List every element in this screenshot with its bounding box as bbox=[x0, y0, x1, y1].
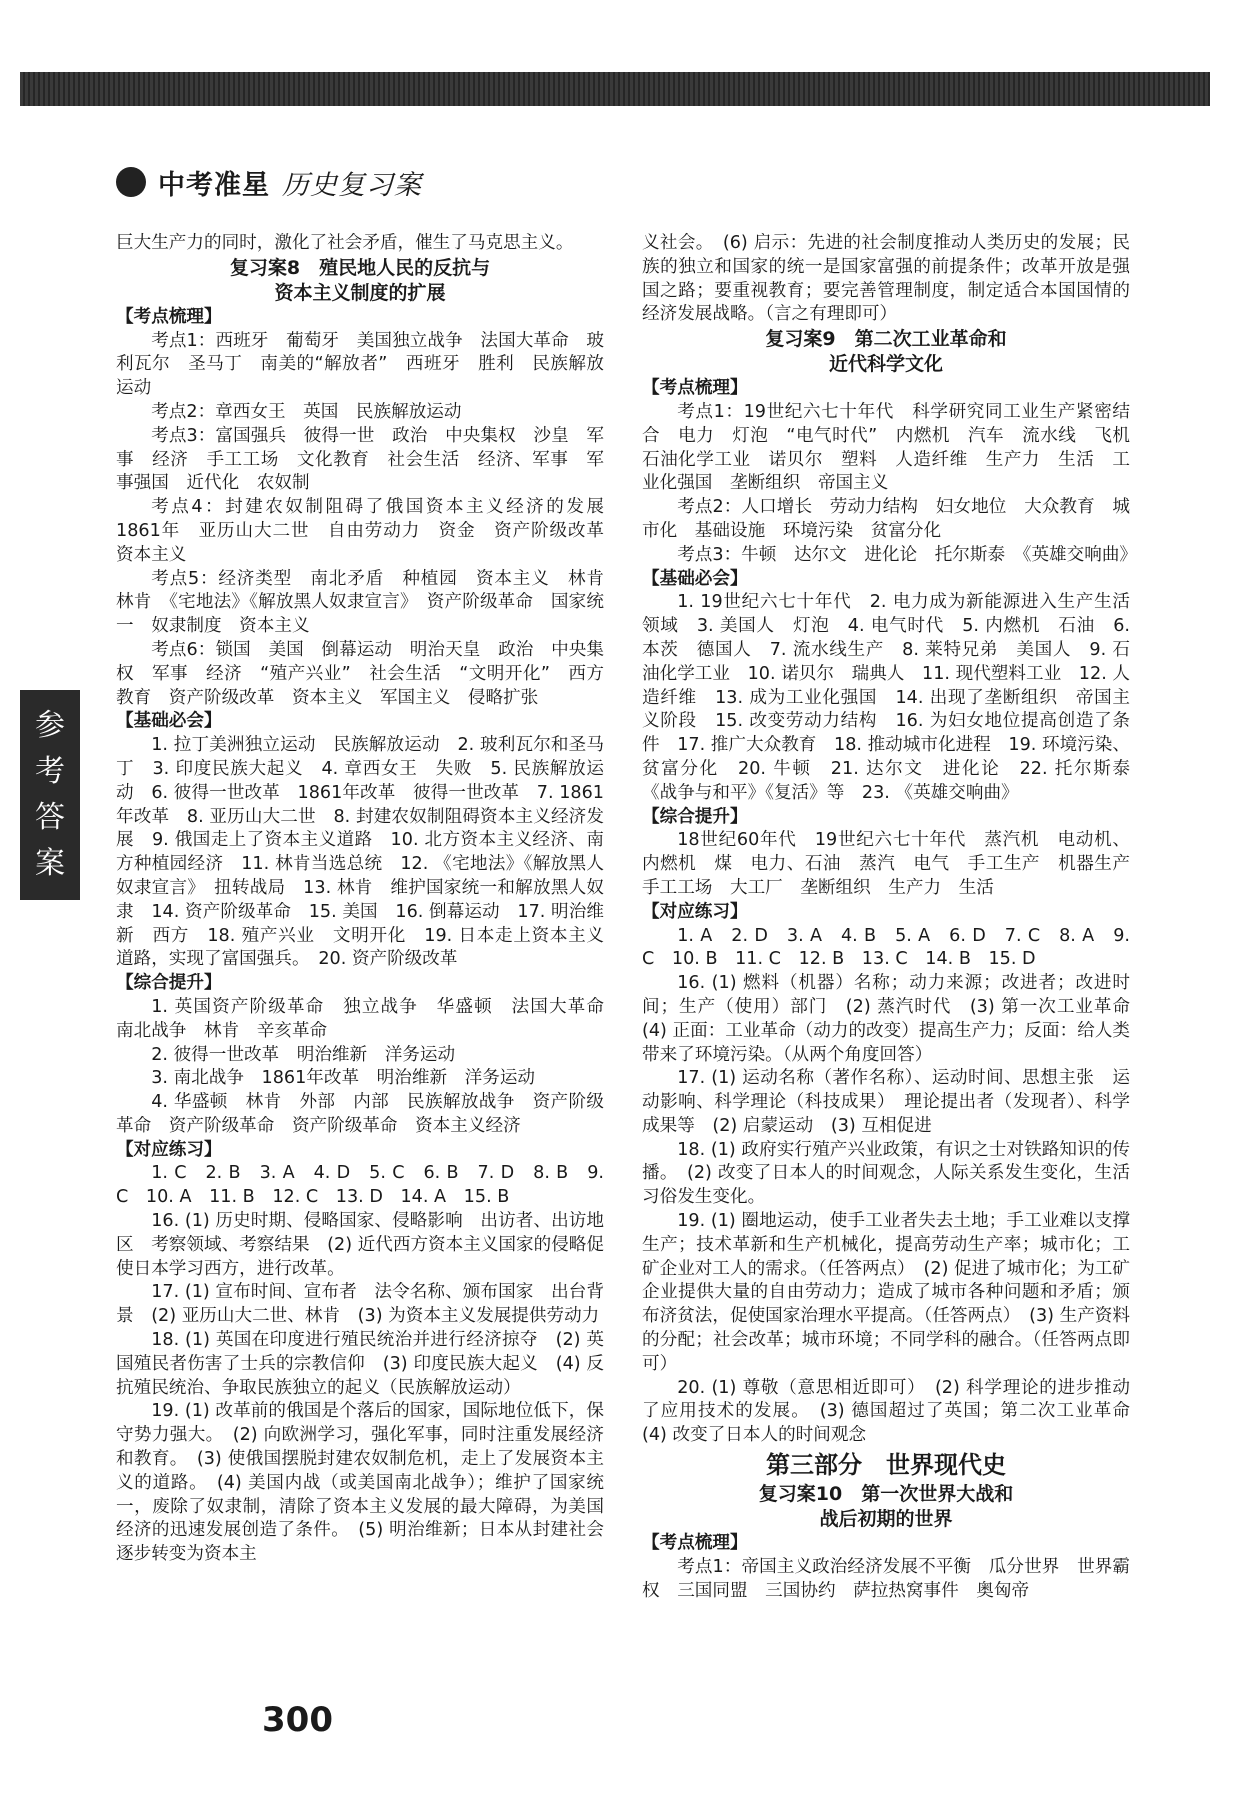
left-column bbox=[116, 232, 622, 1567]
paragraph: 16. (1) 历史时期、侵略国家、侵略影响 出访者、出访地区 考察领域、考察结果 (2) 近代西方资本主义国家的侵略促使日本学习西方，进行改革。 bbox=[116, 1211, 604, 1279]
paragraph: 考点1：帝国主义政治经济发展不平衡 瓜分世界 世界霸权 三国同盟 三国协约 萨拉热窝事件 奥匈帝 bbox=[642, 1556, 1130, 1601]
paragraph: 考点1：19世纪六七十年代 科学研究同工业生产紧密结合 电力 灯泡 “电气时代” 内燃机 汽车 流水线 飞机 石油化学工业 诺贝尔 塑料 人造纤维 生产力 生活 工业化强国 垄断组织 帝国主义 bbox=[642, 401, 1148, 494]
logo-dot-icon bbox=[116, 167, 146, 197]
side-tab-char: 考 bbox=[35, 754, 65, 789]
paragraph: 2. 彼得一世改革 明治维新 洋务运动 bbox=[151, 1044, 456, 1065]
side-tab-reference-answers bbox=[20, 690, 80, 900]
subsection-label: 【考点梳理】 bbox=[642, 378, 748, 399]
right-column bbox=[642, 232, 1148, 1603]
subsection-label: 【考点梳理】 bbox=[116, 306, 222, 327]
subsection-label: 【考点梳理】 bbox=[642, 1533, 748, 1554]
paragraph: 考点5：经济类型 南北矛盾 种植园 资本主义 林肯 林肯 《宅地法》《解放黑人奴隶宣言》 资产阶级革命 国家统一 奴隶制度 资本主义 bbox=[116, 568, 622, 637]
side-tab-char: 案 bbox=[35, 846, 65, 881]
paragraph: 考点4：封建农奴制阻碍了俄国资本主义经济的发展 1861年 亚历山大二世 自由劳动力 资金 资产阶级改革 资本主义 bbox=[116, 497, 622, 565]
paragraph: 18. (1) 英国在印度进行殖民统治并进行经济掠夺 (2) 英国殖民者伤害了士兵的宗教信仰 (3) 印度民族大起义 (4) 反抗殖民统治、争取民族独立的起义（民族解放运动） bbox=[116, 1330, 604, 1398]
paragraph: 1. 英国资产阶级革命 独立战争 华盛顿 法国大革命 南北战争 林肯 辛亥革命 bbox=[116, 996, 622, 1041]
paragraph: 4. 华盛顿 林肯 外部 内部 民族解放战争 资产阶级革命 资产阶级革命 资产阶级革命 资本主义经济 bbox=[116, 1092, 604, 1136]
section-heading: 近代科学文化 bbox=[828, 353, 943, 376]
paragraph: 1. C 2. B 3. A 4. D 5. C 6. B 7. D 8. B 9. C 10. A 11. B 12. C 13. D 14. A 15. B bbox=[116, 1163, 604, 1208]
paragraph: 17. (1) 宣布时间、宣布者 法令名称、颁布国家 出台背景 (2) 亚历山大二世、林肯 (3) 为资本主义发展提供劳动力 bbox=[116, 1282, 604, 1327]
paragraph: 1. 拉丁美洲独立运动 民族解放运动 2. 玻利瓦尔和圣马丁 3. 印度民族大起义 4. 章西女王 失败 5. 民族解放运动 6. 彼得一世改革 1861年改革 彼得一世改革 7. 1861年改革 8. 亚历山大二世 8. 封建农奴制阻碍资本主义经济发展 9. 俄国走上了资本主义道路 10. 北方资本主义经济、南方种植园经济 11. 林肯当选总统 12. 《宅地法》《解放黑人奴隶宣言》 扭转战局 13. 林肯 维护国家统一和解放黑人奴隶 14. 资产阶级革命 15. 美国 16. 倒幕运动 17. 明治维新 西方 18. 殖产兴业 文明开化 19. 日本走上资本主义道路，实现了富国强兵。 20. 资产阶级改革 bbox=[116, 735, 604, 970]
paragraph: 考点2：章西女王 英国 民族解放运动 bbox=[151, 401, 462, 422]
paragraph: 1. 19世纪六七十年代 2. 电力成为新能源进入生产生活领域 3. 美国人 灯泡 4. 电气时代 5. 内燃机 石油 6. 本茨 德国人 7. 流水线生产 8. 莱特兄弟 美国人 9. 石油化学工业 10. 诺贝尔 瑞典人 11. 现代塑料工业 12. 人造纤维 13. 成为工业化强国 14. 出现了垄断组织 帝国主义阶段 15. 改变劳动力结构 16. 为妇女地位提高创造了条件 17. 推广大众教育 18. 推动城市化进程 19. 环境污染、贫富分化 20. 牛顿 21. 达尔文 进化论 22. 托尔斯泰 《战争与和平》《复活》等 23. 《英雄交响曲》 bbox=[642, 592, 1148, 803]
subsection-label: 【基础必会】 bbox=[642, 568, 748, 589]
subsection-label: 【对应练习】 bbox=[642, 901, 748, 922]
paragraph: 19. (1) 改革前的俄国是个落后的国家，国际地位低下，保守势力强大。 (2) 向欧洲学习，强化军事，同时注重发展经济和教育。 (3) 使俄国摆脱封建农奴制危机，走上了发展资本主义的道路。 (4) 美国内战（或美国南北战争）；维护了国家统一，废除了奴隶制，清除了资本主义发展的最大障碍，为美国经济的迅速发展创造了条件。 (5) 明治维新；日本从封建社会逐步转变为资本主 bbox=[116, 1401, 604, 1565]
paragraph: 17. (1) 运动名称（著作名称）、运动时间、思想主张 运动影响、科学理论（科技成果） 理论提出者（发现者）、科学成果等 (2) 启蒙运动 (3) 互相促进 bbox=[642, 1068, 1130, 1136]
subsection-label: 【综合提升】 bbox=[116, 973, 222, 994]
paragraph: 3. 南北战争 1861年改革 明治维新 洋务运动 bbox=[151, 1068, 536, 1089]
section-heading: 战后初期的世界 bbox=[819, 1508, 953, 1531]
side-tab-char: 参 bbox=[35, 708, 65, 743]
page-number: 300 bbox=[262, 1700, 333, 1740]
section-heading: 复习案9 第二次工业革命和 bbox=[765, 328, 1007, 351]
subsection-label: 【对应练习】 bbox=[116, 1139, 222, 1160]
paragraph: 18世纪60年代 19世纪六七十年代 蒸汽机 电动机、内燃机 煤 电力、石油 蒸汽 电气 手工生产 机器生产 手工工场 大工厂 垄断组织 生产力 生活 bbox=[642, 830, 1148, 898]
section-heading: 资本主义制度的扩展 bbox=[274, 281, 446, 304]
section-heading: 复习案8 殖民地人民的反抗与 bbox=[229, 256, 491, 279]
paragraph: 考点3：牛顿 达尔文 进化论 托尔斯泰 《英雄交响曲》 bbox=[677, 544, 1138, 565]
paragraph: 考点1：西班牙 葡萄牙 美国独立战争 法国大革命 玻利瓦尔 圣马丁 南美的“解放者” 西班牙 胜利 民族解放运动 bbox=[116, 330, 604, 399]
paragraph: 19. (1) 圈地运动，使手工业者失去土地；手工业难以支撑生产；技术革新和生产机械化，提高劳动生产率；城市化；工矿企业对工人的需求。（任答两点） (2) 促进了城市化；为工矿企业提供大量的自由劳动力；造成了城市各种问题和矛盾；颁布济贫法，促使国家治理水平提高。（任答两点） (3) 生产资料的分配；社会改革；城市环境；不同学科的融合。（任答两点即可） bbox=[642, 1211, 1130, 1374]
paragraph: 义社会。 (6) 启示：先进的社会制度推动人类历史的发展；民族的独立和国家的统一是国家富强的前提条件；改革开放是强国之路；要重视教育；要完善管理制度，制定适合本国国情的经济发展战略。（言之有理即可） bbox=[642, 233, 1130, 325]
paragraph: 考点6：锁国 美国 倒幕运动 明治天皇 政治 中央集权 军事 经济 “殖产兴业” 社会生活 “文明开化” 西方 教育 资产阶级改革 资本主义 军国主义 侵略扩张 bbox=[116, 639, 622, 708]
book-subtitle: 历史复习案 bbox=[282, 169, 422, 201]
paragraph: 1. A 2. D 3. A 4. B 5. A 6. D 7. C 8. A 9. C 10. B 11. C 12. B 13. C 14. B 15. D bbox=[642, 925, 1130, 970]
subsection-label: 【综合提升】 bbox=[642, 806, 748, 827]
paragraph: 16. (1) 燃料（机器）名称；动力来源；改进者；改进时间；生产（使用）部门 (2) 蒸汽时代 (3) 第一次工业革命 (4) 正面：工业革命（动力的改变）提高生产力；反面：给人类带来了环境污染。（从两个角度回答） bbox=[642, 973, 1148, 1065]
part-heading: 第三部分 世界现代史 bbox=[766, 1451, 1006, 1480]
page-header bbox=[116, 162, 422, 202]
paragraph: 考点3：富国强兵 彼得一世 政治 中央集权 沙皇 军事 经济 手工工场 文化教育 社会生活 经济、军事 军事强国 近代化 农奴制 bbox=[116, 425, 604, 494]
paragraph: 18. (1) 政府实行殖产兴业政策，有识之士对铁路知识的传播。 (2) 改变了日本人的时间观念，人际关系发生变化，生活习俗发生变化。 bbox=[642, 1139, 1130, 1208]
paragraph: 20. (1) 尊敬（意思相近即可） (2) 科学理论的进步推动了应用技术的发展。 (3) 德国超过了英国；第二次工业革命 (4) 改变了日本人的时间观念 bbox=[642, 1377, 1148, 1446]
side-tab-char: 答 bbox=[35, 800, 65, 835]
paragraph: 考点2：人口增长 劳动力结构 妇女地位 大众教育 城市化 基础设施 环境污染 贫富分化 bbox=[642, 497, 1130, 541]
top-decorative-bar bbox=[20, 72, 1210, 106]
book-title: 中考准星 bbox=[158, 169, 270, 201]
paragraph: 巨大生产力的同时，激化了社会矛盾，催生了马克思主义。 bbox=[116, 233, 574, 253]
subsection-label: 【基础必会】 bbox=[116, 711, 222, 732]
section-heading: 复习案10 第一次世界大战和 bbox=[758, 1483, 1014, 1506]
